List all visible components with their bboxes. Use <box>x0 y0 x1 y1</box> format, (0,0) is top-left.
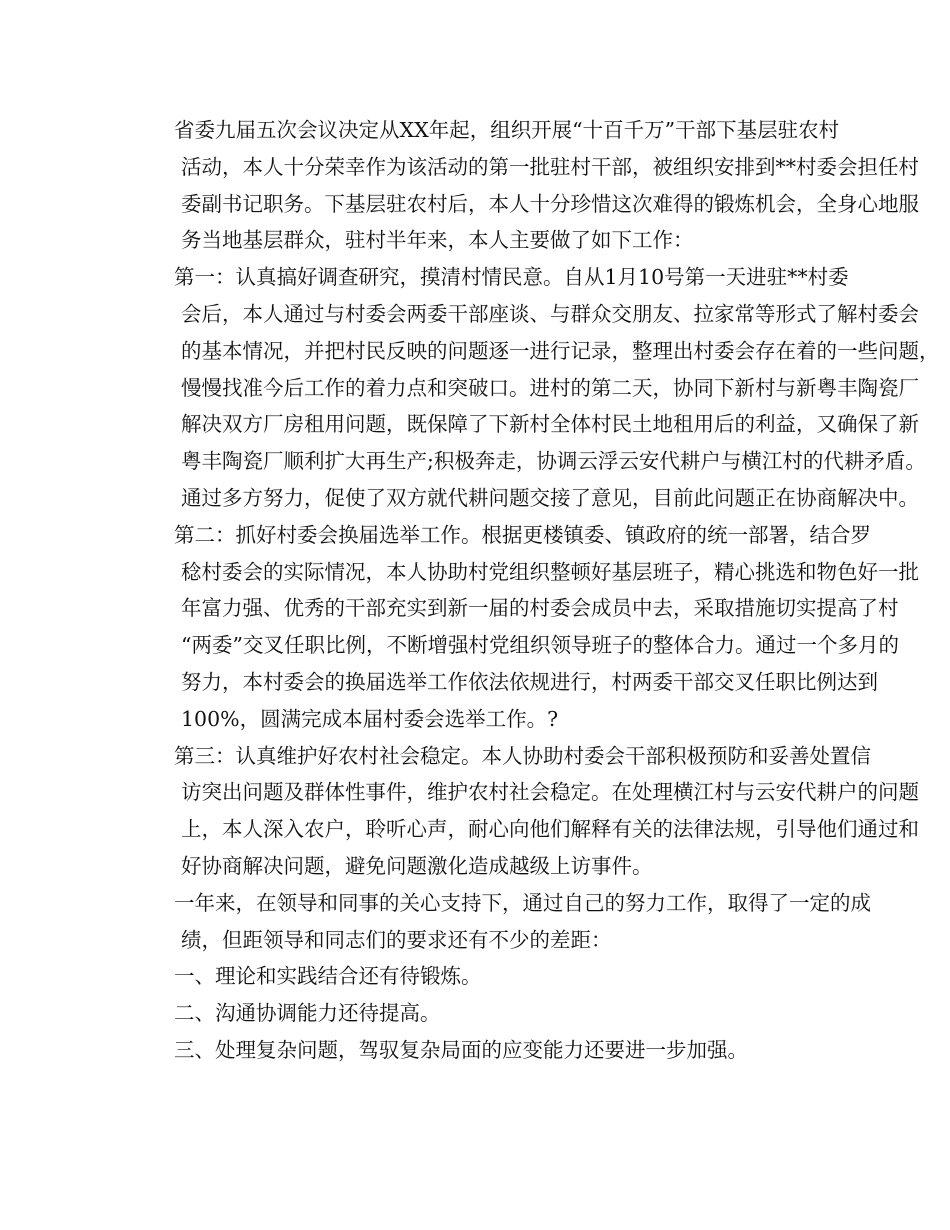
text-line: “两委”交叉任职比例，不断增强村党组织领导班子的整体合力。通过一个多月的 <box>181 633 899 658</box>
list-item: 三、处理复杂问题，驾驭复杂局面的应变能力还要进一步加强。 <box>174 1037 748 1062</box>
paragraph-second-work <box>140 517 919 738</box>
text-line: 通过多方努力，促使了双方就代耕问题交接了意见，目前此问题正在协商解决中。 <box>181 485 919 510</box>
text-line: 一年来，在领导和同事的关心支持下，通过自己的努力工作，取得了一定的成 <box>174 890 871 915</box>
paragraph-intro <box>140 112 919 259</box>
list-item: 一、理论和实践结合还有待锻炼。 <box>174 964 482 989</box>
text-line: 会后，本人通过与村委会两委干部座谈、与群众交朋友、拉家常等形式了解村委会 <box>181 301 919 326</box>
text-line: 第二：抓好村委会换届选举工作。根据更楼镇委、镇政府的统一部署，结合罗 <box>174 522 871 547</box>
text-line: 100%，圆满完成本届村委会选举工作。? <box>181 706 559 731</box>
text-line: 解决双方厂房租用问题，既保障了下新村全体村民土地租用后的利益，又确保了新 <box>181 412 919 437</box>
paragraph-third-work <box>140 738 919 885</box>
text-line: 努力，本村委会的换届选举工作依法依规进行，村两委干部交叉任职比例达到 <box>181 669 878 694</box>
text-line: 省委九届五次会议决定从XX年起，组织开展“十百千万”干部下基层驻农村 <box>174 118 840 142</box>
text-line: 务当地基层群众，驻村半年来，本人主要做了如下工作： <box>181 228 694 253</box>
paragraph-first-work <box>140 259 940 517</box>
text-line: 委副书记职务。下基层驻农村后，本人十分珍惜这次难得的锻炼机会，全身心地服 <box>181 191 919 216</box>
text-line: 绩，但距领导和同志们的要求还有不少的差距： <box>181 927 612 952</box>
text-line: 第三：认真维护好农村社会稳定。本人协助村委会干部积极预防和妥善处置信 <box>174 743 871 768</box>
text-line: 上，本人深入农户，聆听心声，耐心向他们解释有关的法律法规，引导他们通过和 <box>181 817 919 842</box>
text-line: 好协商解决问题，避免问题激化造成越级上访事件。 <box>181 853 653 878</box>
paragraph-summary <box>140 885 871 959</box>
text-line: 年富力强、优秀的干部充实到新一届的村委会成员中去，采取措施切实提高了村 <box>181 596 899 621</box>
text-line: 活动，本人十分荣幸作为该活动的第一批驻村干部，被组织安排到**村委会担任村 <box>181 154 919 179</box>
text-line: 粤丰陶瓷厂顺利扩大再生产;积极奔走，协调云浮云安代耕户与横江村的代耕矛盾。 <box>181 449 926 474</box>
text-line: 的基本情况，并把村民反映的问题逐一进行记录，整理出村委会存在着的一些问题， <box>181 338 940 363</box>
shortcomings-list <box>140 958 820 1068</box>
text-line: 访突出问题及群体性事件，维护农村社会稳定。在处理横江村与云安代耕户的问题 <box>181 780 919 805</box>
list-item: 二、沟通协调能力还待提高。 <box>174 1001 441 1026</box>
document-body <box>140 112 940 1069</box>
text-line: 稔村委会的实际情况，本人协助村党组织整顿好基层班子，精心挑选和物色好一批 <box>181 559 919 584</box>
text-line: 第一：认真搞好调查研究，摸清村情民意。自从1月10号第一天进驻**村委 <box>174 265 849 290</box>
text-line: 慢慢找准今后工作的着力点和突破口。进村的第二天，协同下新村与新粤丰陶瓷厂 <box>181 375 919 400</box>
